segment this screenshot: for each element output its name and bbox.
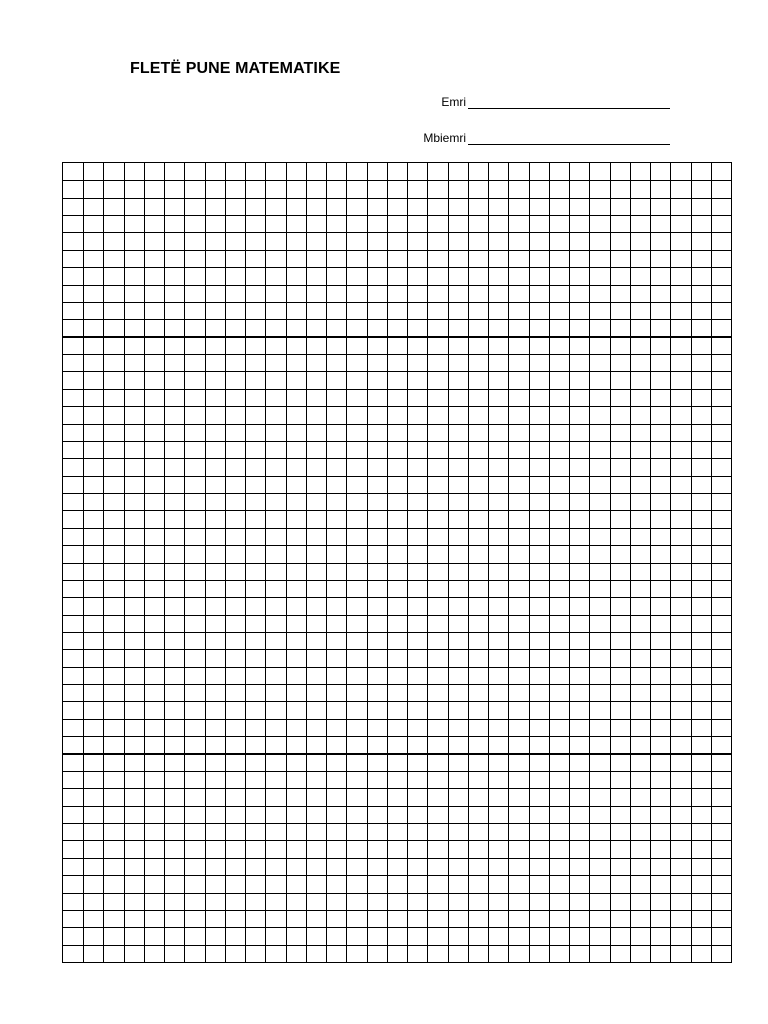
grid-lines bbox=[63, 163, 731, 962]
mbiemri-input-line[interactable] bbox=[468, 130, 670, 145]
emri-label: Emri bbox=[441, 95, 466, 109]
emri-input-line[interactable] bbox=[468, 94, 670, 109]
worksheet-title: FLETË PUNE MATEMATIKE bbox=[130, 60, 341, 77]
emri-field bbox=[380, 94, 670, 109]
mbiemri-field bbox=[380, 130, 670, 145]
mbiemri-label: Mbiemri bbox=[423, 131, 466, 145]
graph-paper-grid bbox=[62, 162, 732, 963]
